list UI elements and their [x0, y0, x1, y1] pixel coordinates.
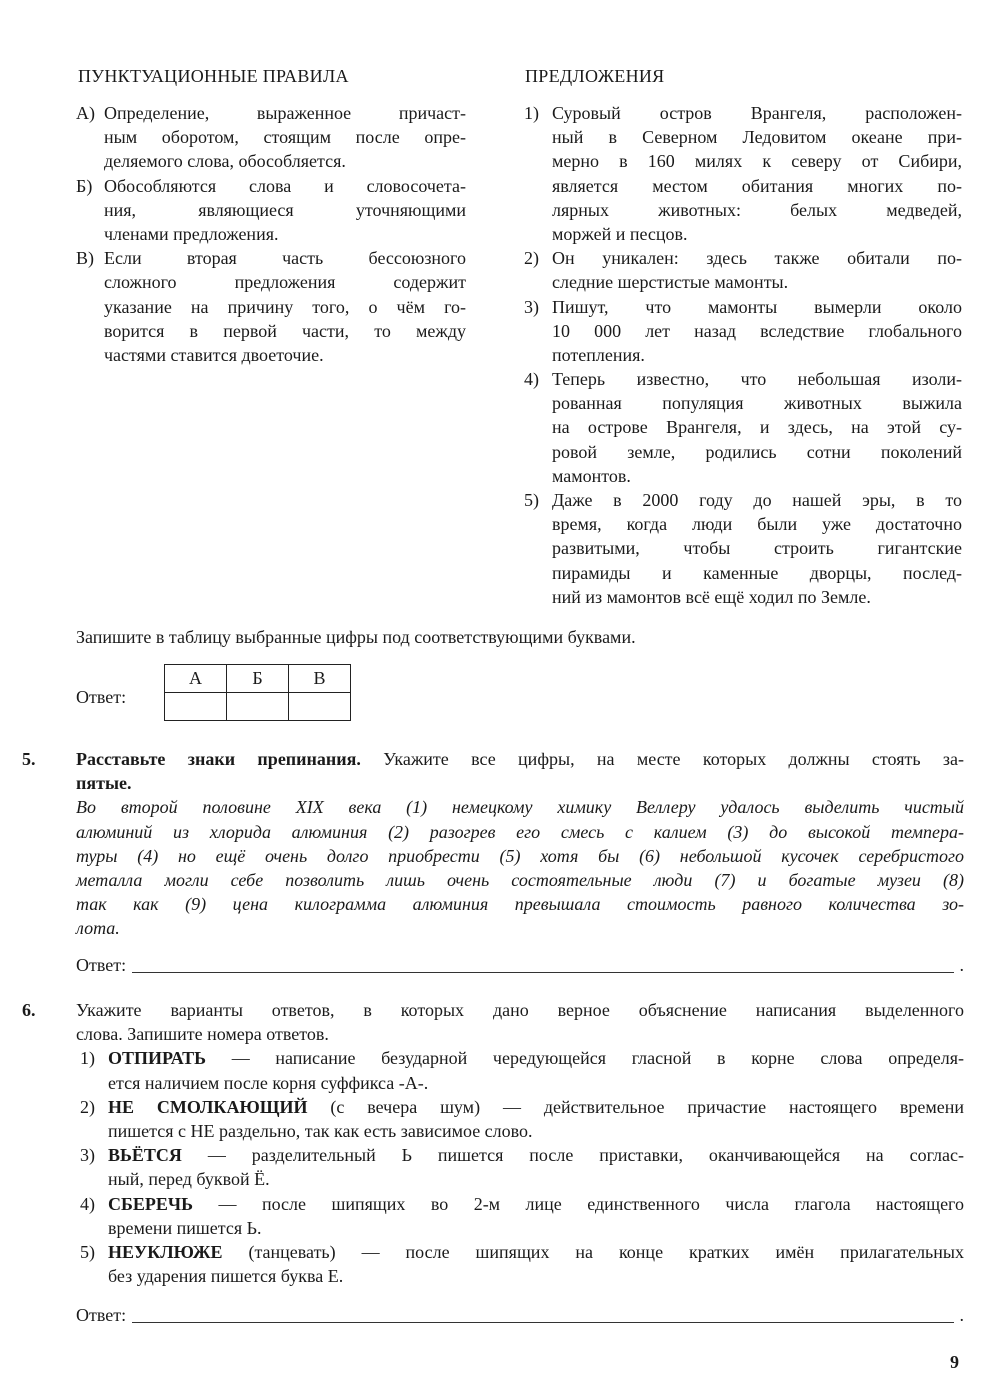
answer-table [164, 664, 351, 721]
list-item [524, 367, 962, 488]
item-label: Б) [76, 175, 93, 196]
option-item [80, 1143, 964, 1191]
item-label: 3) [524, 296, 539, 317]
item-line: является местом обитания многих по- [552, 175, 962, 196]
item-line: мерно в 160 милях к северу от Сибири, [552, 151, 962, 172]
option-label: 4) [80, 1193, 95, 1214]
task6-answer [76, 1303, 964, 1327]
item-line: сложного предложения содержит [104, 272, 466, 293]
text-line: туры (4) но ещё очень долго приобрести (5) хотя бы (6) небольшой кусочек серебристого [76, 845, 964, 866]
answer-cell-a[interactable] [165, 693, 227, 721]
option-item [80, 1192, 964, 1240]
option-word: НЕУКЛЮЖЕ [108, 1241, 223, 1262]
answer-label: Ответ: [76, 955, 127, 975]
item-line: Пишут, что мамонты вымерли около [552, 296, 962, 317]
option-line [108, 1143, 964, 1167]
item-line: лярных животных: белых медведей, [552, 199, 962, 220]
item-line: ний из мамонтов всё ещё ходил по Земле. [552, 586, 871, 607]
item-line: ным оборотом, стоящим после опре- [104, 127, 466, 148]
list-item [76, 101, 466, 174]
task6-number: 6. [22, 1000, 36, 1020]
table-header-a: А [165, 665, 227, 693]
item-line: Даже в 2000 году до нашей эры, в то [552, 490, 962, 510]
task5-text [76, 795, 964, 940]
list-item [524, 101, 962, 246]
option-label: 5) [80, 1241, 95, 1262]
option-line: ется наличием после корня суффикса -А-. [108, 1072, 429, 1093]
list-item [524, 246, 962, 294]
item-label: В) [76, 248, 94, 269]
task6 [76, 998, 964, 1288]
item-line: пирамиды и каменные дворцы, послед- [552, 562, 962, 583]
item-label: 4) [524, 369, 539, 390]
rules-list [76, 101, 466, 367]
answer-cell-b[interactable] [227, 693, 289, 721]
item-label: 1) [524, 103, 539, 123]
answer-input-line[interactable] [132, 1321, 953, 1323]
task6-intro: Укажите варианты ответов, в которых дано верное объяснение написания выделенного [76, 1000, 964, 1020]
item-line: Суровый остров Врангеля, расположен- [552, 103, 962, 123]
text-line: Во второй половине XIX века (1) немецкому химику Веллеру удалось выделить чистый [76, 797, 964, 818]
task6-options [76, 1046, 964, 1288]
option-label: 2) [80, 1096, 95, 1117]
item-line: Он уникален: здесь также обитали по- [552, 248, 962, 269]
item-line: ворится в первой части, то между [104, 320, 466, 341]
item-line: 10 000 лет назад вследствие глобального [552, 320, 962, 341]
option-text: — после шипящих во 2-м лице единственного числа глагола настоящего [193, 1193, 964, 1214]
task6-intro: слова. Запишите номера ответов. [76, 1024, 329, 1045]
item-line: развитыми, чтобы строить гигантские [552, 538, 962, 559]
table-header-v: В [289, 665, 351, 693]
item-line: моржей и песцов. [552, 223, 688, 244]
option-line [108, 1192, 964, 1216]
option-line [108, 1240, 964, 1264]
option-text: — написание безударной чередующейся гласной в корне слова определя- [206, 1048, 964, 1069]
option-label: 3) [80, 1145, 95, 1166]
option-line: времени пишется Ь. [108, 1217, 262, 1238]
task5-number: 5. [22, 749, 36, 769]
option-text: (танцевать) — после шипящих на конце кратких имён прилагательных [222, 1241, 964, 1262]
option-item [80, 1046, 964, 1094]
item-line: ния, являющиеся уточняющими [104, 199, 466, 220]
item-label: 5) [524, 490, 539, 510]
item-line: потепления. [552, 344, 645, 365]
item-line: членами предложения. [104, 223, 279, 244]
option-text: (с вечера шум) — действительное причастие настоящего времени [307, 1096, 964, 1117]
item-label: А) [76, 103, 95, 123]
sentences-list [524, 101, 962, 609]
answer-end: . [959, 1305, 964, 1325]
page-number: 9 [950, 1352, 959, 1372]
item-line: следние шерстистые мамонты. [552, 272, 789, 293]
option-line [108, 1046, 964, 1070]
item-line: мамонтов. [552, 465, 631, 486]
answer-cell-v[interactable] [289, 693, 351, 721]
task5-bold: Расставьте знаки препинания. [76, 749, 361, 769]
option-word: НЕ СМОЛКАЮЩИЙ [108, 1096, 308, 1117]
item-line: Если вторая часть бессоюзного [104, 248, 466, 269]
answer-label: Ответ: [76, 687, 127, 707]
option-item [80, 1095, 964, 1143]
answer-end: . [959, 955, 964, 975]
list-item [524, 295, 962, 368]
list-item [76, 246, 466, 367]
item-line: на острове Врангеля, и здесь, на этой су- [552, 417, 962, 438]
option-item [80, 1240, 964, 1288]
task5-answer [76, 953, 964, 977]
text-line: металла могли себе позволить лишь очень состоятельные люди (7) и богатые музеи (8) [76, 869, 964, 890]
item-line: время, когда люди были уже достаточно [552, 514, 962, 535]
text-line: лота. [76, 918, 120, 939]
item-line: указание на причину того, о чём го- [104, 296, 466, 317]
sentences-header: ПРЕДЛОЖЕНИЯ [525, 66, 665, 86]
item-line: частями ставится двоеточие. [104, 344, 324, 365]
list-item [524, 488, 962, 609]
table-header-b: Б [227, 665, 289, 693]
item-line: ровой земле, родились сотни поколений [552, 441, 962, 462]
instruction: Запишите в таблицу выбранные цифры под соответствующими буквами. [76, 627, 636, 647]
task5-question: Укажите все цифры, на месте которых должны стоять за- [360, 749, 964, 769]
item-line: деляемого слова, обособляется. [104, 151, 346, 172]
item-line: Определение, выраженное причаст- [104, 103, 466, 123]
option-line: без ударения пишется буква Е. [108, 1266, 344, 1287]
answer-input-line[interactable] [132, 971, 953, 973]
option-line [108, 1095, 964, 1119]
option-line: ный, перед буквой Ё. [108, 1169, 270, 1190]
task5 [76, 747, 964, 941]
item-line: рованная популяция животных выжила [552, 393, 962, 414]
option-word: СБЕРЕЧЬ [108, 1193, 194, 1214]
item-line: Обособляются слова и словосочета- [104, 175, 466, 196]
item-line: Теперь известно, что небольшая изоли- [552, 369, 962, 390]
option-label: 1) [80, 1048, 95, 1069]
answer-label: Ответ: [76, 1305, 127, 1325]
text-line: алюминий из хлорида алюминия (2) разогрев его смесь с калием (3) до высокой темпера- [76, 821, 964, 842]
item-line: ный в Северном Ледовитом океане при- [552, 127, 962, 148]
item-label: 2) [524, 248, 539, 269]
rules-header: ПУНКТУАЦИОННЫЕ ПРАВИЛА [78, 66, 349, 86]
option-word: ВЬЁТСЯ [108, 1145, 182, 1166]
option-word: ОТПИРАТЬ [108, 1048, 207, 1069]
task5-question-end: пятые. [76, 773, 132, 794]
text-line: так как (9) цена килограмма алюминия превышала стоимость равного количества зо- [76, 894, 964, 915]
option-text: — разделительный Ь пишется после приставки, оканчивающейся на соглас- [181, 1145, 964, 1166]
list-item [76, 174, 466, 247]
option-line: пишется с НЕ раздельно, так как есть зависимое слово. [108, 1120, 533, 1141]
